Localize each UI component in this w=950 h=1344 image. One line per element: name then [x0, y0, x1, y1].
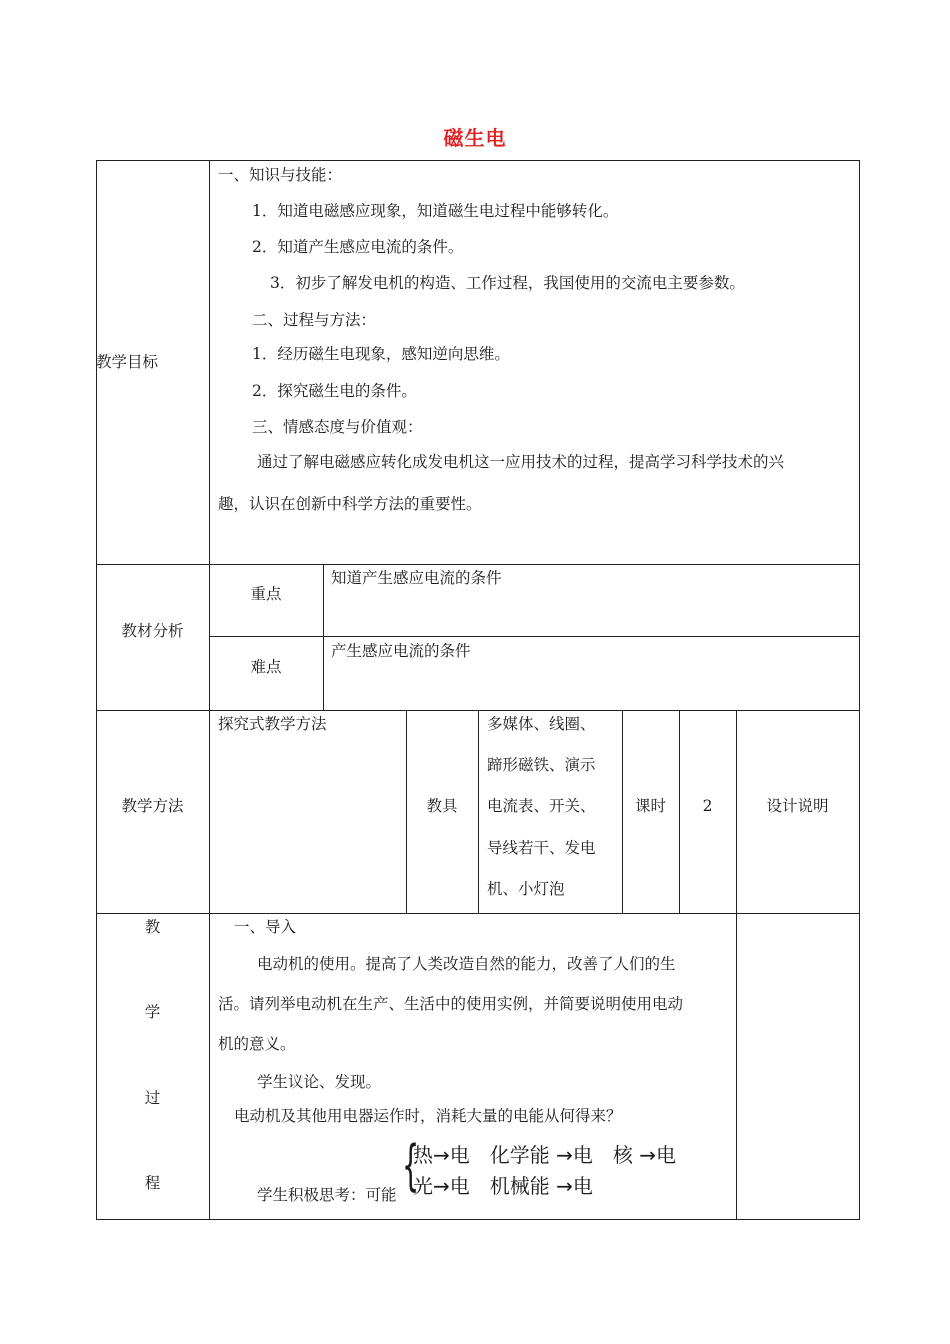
process-section-heading: 一、导入	[234, 918, 297, 936]
objective-line: 趣，认识在创新中科学方法的重要性。	[218, 495, 482, 513]
objective-line: 通过了解电磁感应转化成发电机这一应用技术的过程，提高学习科学技术的兴	[257, 453, 785, 471]
think-label: 学生积极思考：可能	[257, 1186, 397, 1204]
process-label-char: 过	[144, 1089, 161, 1107]
tools-line: 机、小灯泡	[487, 880, 565, 898]
tools-line: 电流表、开关、	[487, 797, 596, 815]
objective-line: 2．探究磁生电的条件。	[252, 382, 417, 400]
analysis-label: 教材分析	[121, 622, 184, 640]
objective-heading-knowledge: 一、知识与技能：	[218, 166, 343, 184]
method-label: 教学方法	[121, 797, 184, 815]
difficulty-text: 产生感应电流的条件	[331, 642, 471, 660]
process-line: 电动机的使用。提高了人类改造自然的能力，改善了人们的生	[257, 955, 676, 973]
hours-value: 2	[702, 797, 713, 815]
objectives-label: 教学目标	[96, 353, 159, 371]
difficulty-label: 难点	[250, 658, 282, 676]
brace-symbol: {	[402, 1134, 420, 1197]
objective-line: 2．知道产生感应电流的条件。	[252, 238, 464, 256]
energy-row-2: 光→电 机械能 →电	[413, 1174, 593, 1198]
objective-heading-attitude: 三、情感态度与价值观：	[252, 418, 423, 436]
method-text: 探究式教学方法	[218, 715, 327, 733]
page-title: 磁生电	[443, 126, 507, 150]
tools-line: 蹄形磁铁、演示	[487, 756, 596, 774]
tools-line: 多媒体、线圈、	[487, 715, 596, 733]
objective-line: 1．知道电磁感应现象，知道磁生电过程中能够转化。	[252, 202, 619, 220]
process-label-char: 程	[144, 1174, 161, 1192]
objective-line: 1．经历磁生电现象，感知逆向思维。	[252, 345, 510, 363]
tools-line: 导线若干、发电	[487, 839, 596, 857]
process-line: 活。请列举电动机在生产、生活中的使用实例，并简要说明使用电动	[218, 995, 684, 1013]
process-label-char: 教	[144, 918, 161, 936]
objective-heading-process: 二、过程与方法：	[252, 311, 377, 329]
key-point-text: 知道产生感应电流的条件	[331, 569, 502, 587]
energy-row-1: 热→电 化学能 →电 核 →电	[413, 1143, 676, 1167]
tools-label: 教具	[426, 797, 458, 815]
process-question: 电动机及其他用电器运作时，消耗大量的电能从何得来？	[234, 1107, 622, 1125]
key-point-label: 重点	[250, 585, 282, 603]
process-label-char: 学	[144, 1003, 161, 1021]
process-line: 学生议论、发现。	[257, 1073, 382, 1091]
objective-line: 3．初步了解发电机的构造、工作过程，我国使用的交流电主要参数。	[270, 274, 745, 292]
design-notes-label: 设计说明	[766, 797, 829, 815]
process-line: 机的意义。	[218, 1035, 296, 1053]
hours-label: 课时	[634, 797, 666, 815]
